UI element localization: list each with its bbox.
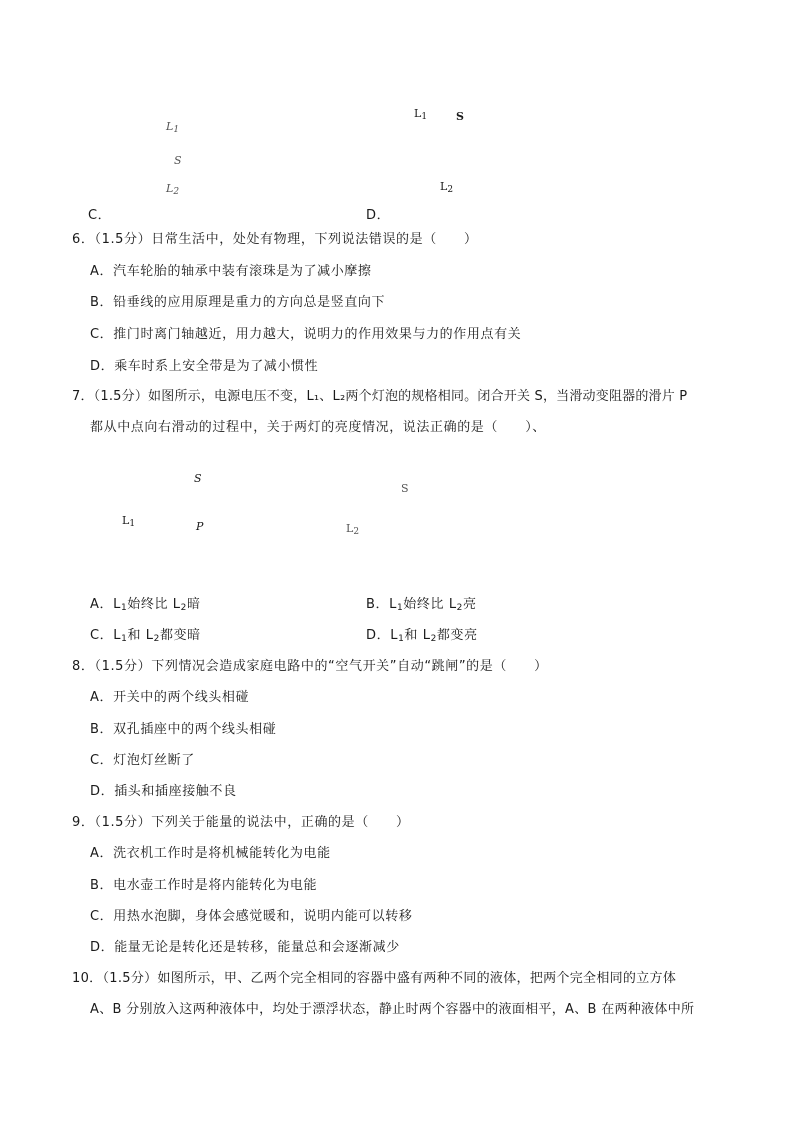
question-7-option-c[interactable]: C．$L_1$和 $L_2$都变暗 (90, 628, 201, 644)
q7-fig2-label-s: S (401, 482, 409, 495)
q7-fig1-label-l1: $L_1$ (122, 514, 136, 529)
question-6-option-d[interactable]: D．乘车时系上安全带是为了减小惯性 (90, 359, 319, 374)
question-7-option-b[interactable]: B．$L_1$始终比 $L_2$亮 (366, 597, 477, 613)
question-10-stem-line1: 10．（1.5分）如图所示，甲、乙两个完全相同的容器中盛有两种不同的液体，把两个完全相同的立方体 (72, 971, 677, 986)
question-9-option-a[interactable]: A．洗衣机工作时是将机械能转化为电能 (90, 846, 331, 861)
fig-c-label-s: S (174, 154, 182, 167)
fig-c-label-l1: $L_1$ (166, 120, 180, 135)
question-9-option-d[interactable]: D．能量无论是转化还是转移，能量总和会逐渐减少 (90, 940, 400, 955)
question-8-option-b[interactable]: B．双孔插座中的两个线头相碰 (90, 722, 277, 737)
question-8-option-d[interactable]: D．插头和插座接触不良 (90, 784, 237, 799)
question-9-stem: 9．（1.5分）下列关于能量的说法中，正确的是（ ） (72, 815, 410, 830)
question-6-option-a[interactable]: A．汽车轮胎的轴承中装有滚珠是为了减小摩擦 (90, 264, 372, 279)
option-c-label: C． (88, 208, 112, 223)
question-7-option-a[interactable]: A．$L_1$始终比 $L_2$暗 (90, 597, 201, 613)
option-d-label: D． (366, 208, 391, 223)
question-6-stem: 6．（1.5分）日常生活中，处处有物理，下列说法错误的是（ ） (72, 232, 478, 247)
fig-c-label-l2: $L_2$ (166, 182, 180, 197)
q7-fig2-label-l2: $L_2$ (346, 522, 360, 537)
question-7-option-d[interactable]: D．$L_1$和 $L_2$都变亮 (366, 628, 478, 644)
question-6-option-b[interactable]: B．铅垂线的应用原理是重力的方向总是竖直向下 (90, 295, 386, 310)
fig-d-label-l2: $L_2$ (440, 180, 454, 195)
question-7-stem-line1: 7．（1.5分）如图所示，电源电压不变，L₁、L₂两个灯泡的规格相同。闭合开关 S，当滑动变阻器的滑片 P (72, 389, 688, 404)
fig-d-label-l1: $L_1$ (414, 107, 428, 122)
question-6-option-c[interactable]: C．推门时离门轴越近，用力越大，说明力的作用效果与力的作用点有关 (90, 327, 522, 342)
q7-fig1-label-p: P (196, 520, 204, 533)
q7-fig1-label-s: S (194, 472, 202, 485)
question-7-stem-line2: 都从中点向右滑动的过程中，关于两灯的亮度情况，说法正确的是（ ）、 (90, 420, 546, 435)
question-9-option-c[interactable]: C．用热水泡脚，身体会感觉暖和，说明内能可以转移 (90, 909, 413, 924)
question-9-option-b[interactable]: B．电水壶工作时是将内能转化为电能 (90, 878, 318, 893)
question-8-stem: 8．（1.5分）下列情况会造成家庭电路中的“空气开关”自动“跳闸”的是（ ） (72, 659, 548, 674)
question-8-option-c[interactable]: C．灯泡灯丝断了 (90, 753, 195, 768)
fig-d-label-s: S (456, 110, 464, 123)
question-8-option-a[interactable]: A．开关中的两个线头相碰 (90, 690, 250, 705)
question-10-stem-line2: A、B 分别放入这两种液体中，均处于漂浮状态，静止时两个容器中的液面相平，A、B 在两种液体中所 (90, 1002, 695, 1017)
